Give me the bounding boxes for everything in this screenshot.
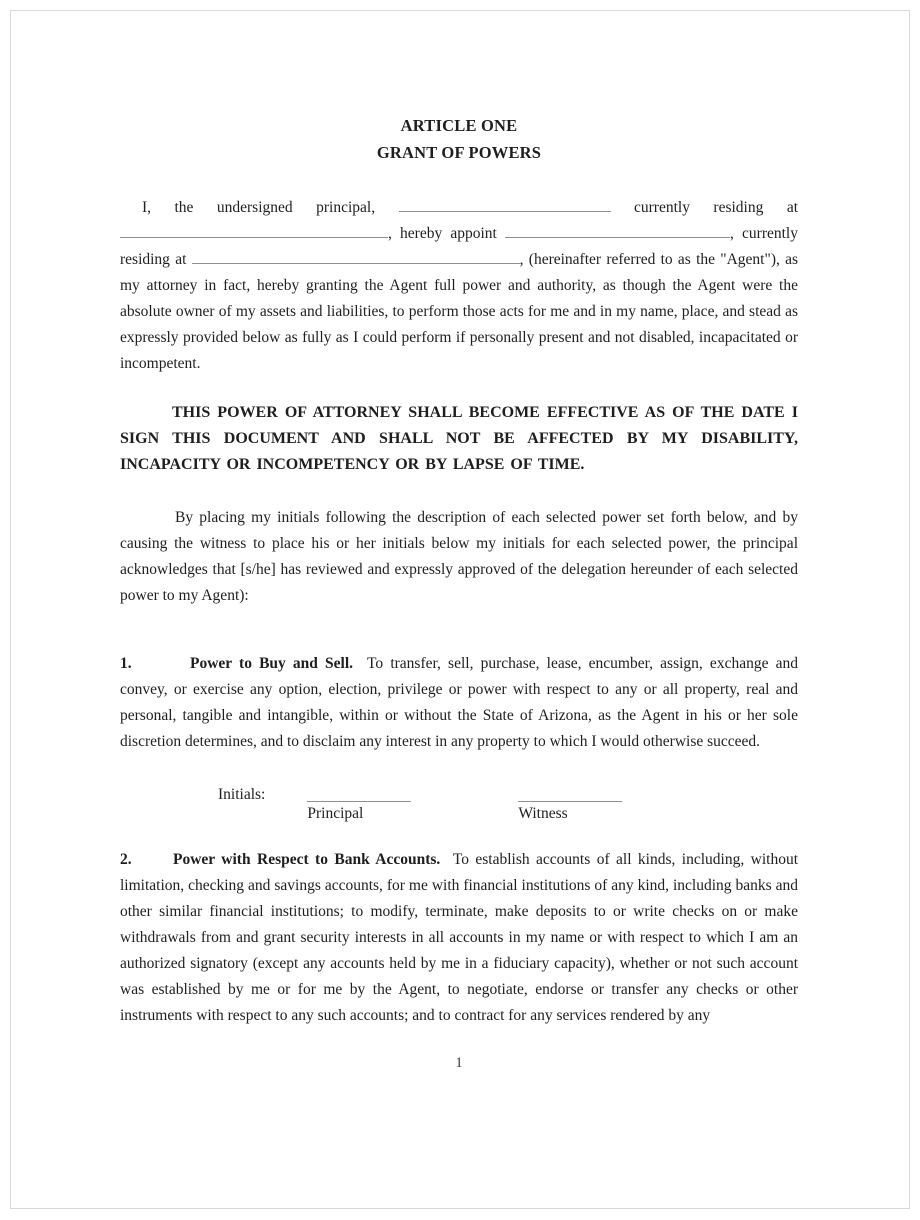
opening-paragraph: [120, 195, 798, 377]
witness-initials-blank-line: [518, 782, 622, 802]
power-1-number: 1.: [120, 655, 132, 672]
power-2-body: To establish accounts of all kinds, including, without limitation, checking and savings accounts, for me with financial institutions of any kind, including banks and other similar financial institutions; to modify, terminate, make deposits to or write checks on or make withdrawals from and grant security interests in all accounts in my name or with respect to which I am an authorized signatory (except any accounts held by me in a fiduciary capacity), whether or not such account was established by me or for me by the Agent, to negotiate, endorse or transfer any checks or other instruments with respect to any such accounts; and to contract for any services rendered by any: [120, 851, 798, 1024]
power-item-1: [120, 651, 798, 755]
principal-name-blank-line: [399, 211, 611, 212]
initials-label: Initials:: [218, 786, 266, 803]
principal-address-blank-line: [120, 237, 388, 238]
opening-text-4: ,: [730, 225, 734, 242]
initials-section: [120, 782, 798, 826]
power-1-heading: Power to Buy and Sell.: [190, 655, 354, 672]
witness-label: Witness: [518, 805, 568, 822]
title-article-one: ARTICLE ONE: [400, 116, 518, 135]
principal-initials-blank-line: [307, 782, 411, 802]
title-grant-of-powers: GRANT OF POWERS: [376, 143, 542, 162]
initials-intro-paragraph: By placing my initials following the description of each selected power set forth below, and by causing the witness to place his or her initials below my initials for each selected power, the principal acknowledges that [s/he] has reviewed and expressly approved of the delegation hereunder of each selected power to my Agent):: [120, 509, 798, 604]
witness-initials-column: [518, 782, 622, 826]
agent-name-blank-line: [505, 237, 730, 238]
document-title: [120, 112, 798, 166]
effective-clause-paragraph: THIS POWER OF ATTORNEY SHALL BECOME EFFECTIVE AS OF THE DATE I SIGN THIS DOCUMENT AND SHALL NOT BE AFFECTED BY MY DISABILITY, INCAPACITY OR INCOMPETENCY OR BY LAPSE OF TIME.: [120, 404, 798, 473]
principal-label: Principal: [307, 805, 364, 822]
opening-text-1: I, the undersigned principal,: [142, 199, 376, 216]
opening-text-6: , (hereinafter referred to as the "Agent"), as my attorney in fact, hereby granting the Agent full power and authority, as though the Agent were the absolute owner of my assets and liabilities, to perform those acts for me and in my name, place, and stead as expressly provided below as fully as I could perform if personally present and not disabled, incapacitated or incompetent.: [120, 251, 799, 372]
agent-address-blank-line: [192, 263, 520, 264]
power-2-number: 2.: [120, 851, 132, 868]
opening-text-5: currently residing at: [120, 225, 798, 268]
opening-text-2: currently residing at: [634, 199, 799, 216]
power-2-heading: Power with Respect to Bank Accounts.: [173, 851, 441, 868]
page-content: [120, 112, 798, 1076]
opening-text-3: , hereby appoint: [388, 225, 497, 242]
power-1-body: To transfer, sell, purchase, lease, encumber, assign, exchange and convey, or exercise any option, election, privilege or power with respect to any or all property, real and personal, tangible and intangible, within or without the State of Arizona, as the Agent in his or her sole discretion determines, and to disclaim any interest in any property to which I would otherwise succeed.: [120, 655, 798, 750]
power-item-2: [120, 847, 798, 1029]
principal-initials-column: [307, 782, 411, 826]
page-number: 1: [455, 1055, 463, 1071]
